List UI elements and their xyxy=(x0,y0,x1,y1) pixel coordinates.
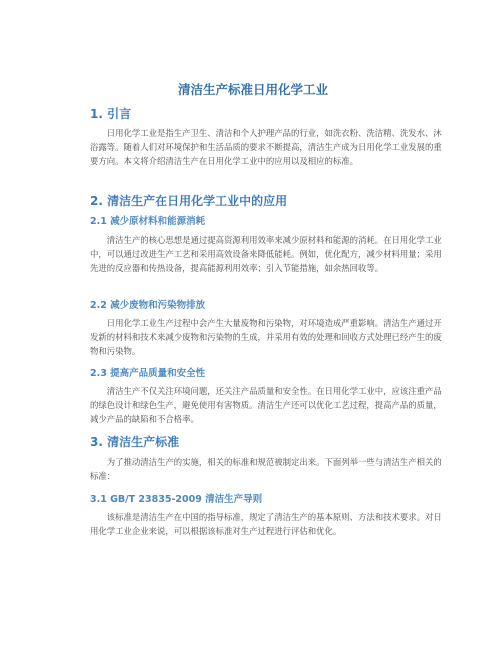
subsection-heading-2-1: 2.1 减少原材料和能源消耗 xyxy=(90,216,206,227)
section-heading-introduction: 1. 引言 xyxy=(90,107,132,121)
subsection-paragraph-2-2: 日用化学工业生产过程中会产生大量废物和污染物，对环境造成严重影响。清洁生产通过开发新的材料和技术来减少废物和污染物的生成，并采用有效的处理和回收方式处理已经产生的废物和污染物。 xyxy=(90,318,442,357)
subsection-heading-2-2: 2.2 减少废物和污染物排放 xyxy=(90,300,206,311)
section-paragraph-introduction: 日用化学工业是指生产卫生、清洁和个人护理产品的行业，如洗衣粉、洗洁精、洗发水、沐浴露等。随着人们对环境保护和生活品质的要求不断提高，清洁生产成为日用化学工业发展的重要方向。本文将介绍清洁生产在日用化学工业中的应用以及相应的标准。 xyxy=(90,128,442,167)
section-heading-application: 2. 清洁生产在日用化学工业中的应用 xyxy=(90,194,288,208)
subsection-paragraph-3-1: 该标准是清洁生产在中国的指导标准，规定了清洁生产的基本原则、方法和技术要求。对日用化学工业企业来说，可以根据该标准对生产过程进行评估和优化。 xyxy=(90,512,442,537)
subsection-paragraph-2-3: 清洁生产不仅关注环境问题，还关注产品质量和安全性。在日用化学工业中，应该注重产品的绿色设计和绿色生产，避免使用有害物质。清洁生产还可以优化工艺过程，提高产品的质量，减少产品的缺陷和不合格率。 xyxy=(90,386,442,425)
subsection-heading-2-3: 2.3 提高产品质量和安全性 xyxy=(90,368,206,379)
subsection-paragraph-2-1: 清洁生产的核心思想是通过提高资源利用效率来减少原材料和能源的消耗。在日用化学工业中，可以通过改进生产工艺和采用高效设备来降低能耗。例如，优化配方，减少材料用量；采用先进的反应器和传热设备，提高能源利用效率；引入节能措施，如余热回收等。 xyxy=(90,235,442,274)
subsection-heading-3-1: 3.1 GB/T 23835-2009 清洁生产导则 xyxy=(90,494,263,505)
document-title: 清洁生产标准日用化学工业 xyxy=(177,82,328,97)
section-paragraph-standards: 为了推动清洁生产的实施，相关的标准和规范被制定出来。下面列举一些与清洁生产相关的标准： xyxy=(90,457,442,482)
section-heading-standards: 3. 清洁生产标准 xyxy=(90,435,180,449)
